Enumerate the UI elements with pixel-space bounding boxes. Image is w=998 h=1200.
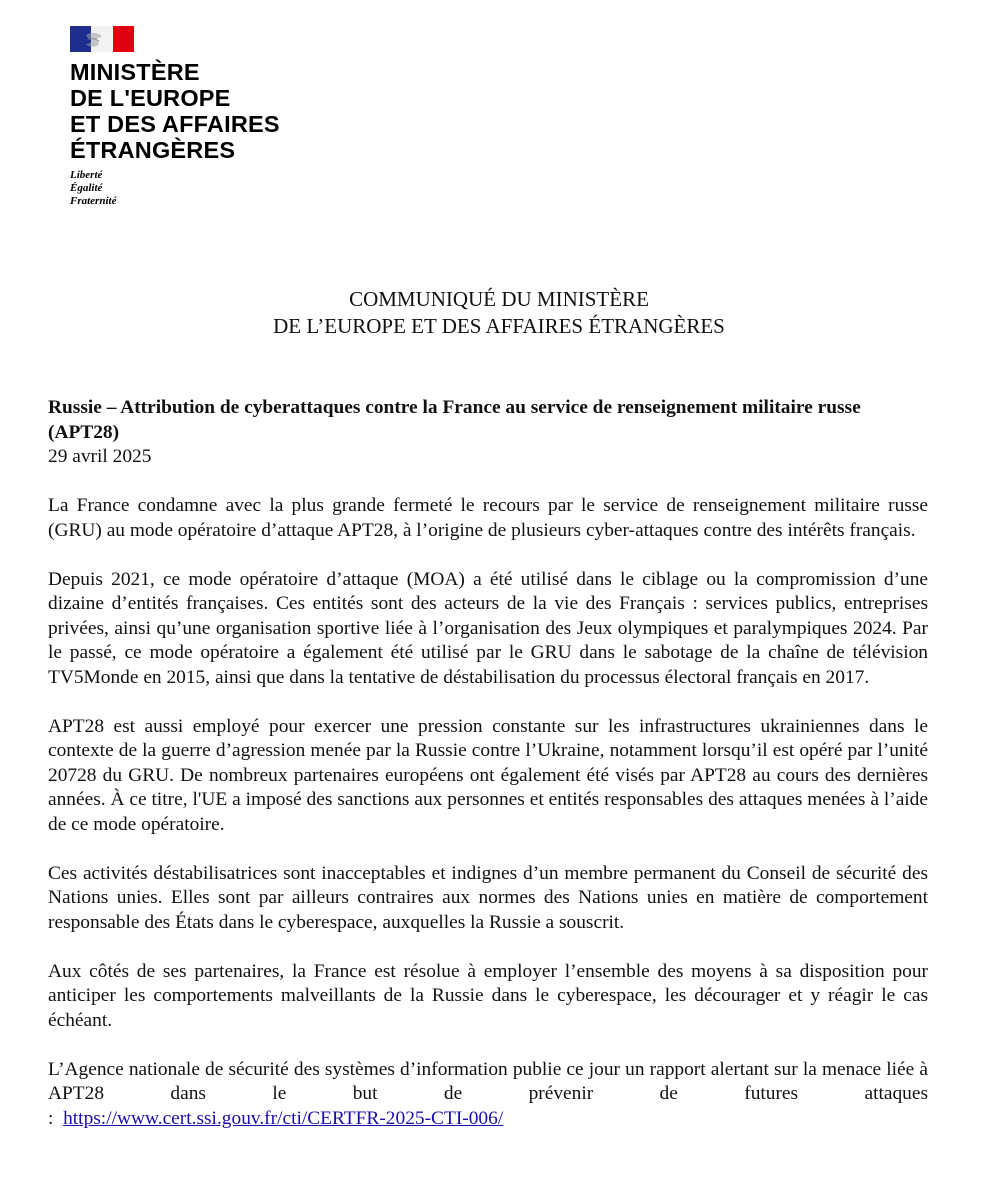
paragraph-anssi-report bbox=[48, 1058, 928, 1107]
republic-motto bbox=[70, 169, 330, 208]
ministry-logo bbox=[70, 26, 330, 208]
report-link-line bbox=[48, 1107, 928, 1132]
motto-liberte: Liberté bbox=[70, 169, 103, 181]
link-colon: : bbox=[48, 1107, 54, 1129]
ministry-name-line: ÉTRANGÈRES bbox=[70, 137, 236, 163]
publication-date: 29 avril 2025 bbox=[48, 446, 152, 467]
ministry-name-line: DE L'EUROPE bbox=[70, 85, 231, 111]
paragraph: Depuis 2021, ce mode opératoire d’attaque (MOA) a été utilisé dans le ciblage ou la compromission d’une dizaine d’entités françaises. Ces entités sont des acteurs de la vie des Français : services publics, entreprises privées, ainsi qu’une organisation sportive liée à l’organisation des Jeux olympiques et paralympiques 2024. Par le passé, ce mode opératoire a également été utilisé par le GRU dans le sabotage de la chaîne de télévision TV5Monde en 2015, ainsi que dans la tentative de déstabilisation du processus électoral français en 2017. bbox=[48, 568, 928, 688]
paragraph: La France condamne avec la plus grande fermeté le recours par le service de renseignement militaire russe (GRU) au mode opératoire d’attaque APT28, à l’origine de plusieurs cyber-attaques contre des intérêts français. bbox=[48, 495, 928, 541]
paragraph: APT28 est aussi employé pour exercer une pression constante sur les infrastructures ukrainiennes dans le contexte de la guerre d’agression menée par la Russie contre l’Ukraine, notamment lorsqu’il est opéré par l’unité 20728 du GRU. De nombreux partenaires européens ont également été visés par APT28 au cours des dernières années. À ce titre, l'UE a imposé des sanctions aux personnes et entités responsables des attaques menées à l’aide de ce mode opératoire. bbox=[48, 715, 928, 835]
ministry-name-line: ET DES AFFAIRES bbox=[70, 111, 280, 137]
ministry-name bbox=[70, 59, 330, 163]
headline: Russie – Attribution de cyberattaques contre la France au service de renseignement militaire russe (APT28) bbox=[48, 397, 861, 443]
communique-title-line-2: DE L’EUROPE ET DES AFFAIRES ÉTRANGÈRES bbox=[273, 314, 725, 338]
cert-report-link[interactable]: https://www.cert.ssi.gouv.fr/cti/CERTFR-2025-CTI-006/ bbox=[63, 1107, 504, 1129]
ministry-name-line: MINISTÈRE bbox=[70, 59, 200, 85]
communique-title-line-1: COMMUNIQUÉ DU MINISTÈRE bbox=[349, 287, 649, 311]
marianne-flag-icon bbox=[70, 26, 134, 52]
motto-egalite: Égalité bbox=[70, 182, 103, 194]
paragraph: Ces activités déstabilisatrices sont inacceptables et indignes d’un membre permanent du Conseil de sécurité des Nations unies. Elles sont par ailleurs contraires aux normes des Nations unies en matière de comportement responsable des États dans le cyberespace, auxquelles la Russie a souscrit. bbox=[48, 862, 928, 933]
motto-fraternite: Fraternité bbox=[70, 195, 117, 207]
anssi-report-text: L’Agence nationale de sécurité des systèmes d’information publie ce jour un rapport alertant sur la menace liée à APT28 dans le but de prévenir de futures attaques bbox=[48, 1058, 928, 1104]
paragraph: Aux côtés de ses partenaires, la France est résolue à employer l’ensemble des moyens à sa disposition pour anticiper les comportements malveillants de la Russie dans le cyberespace, les décourager et y réagir le cas échéant. bbox=[48, 960, 928, 1031]
press-release-body bbox=[48, 396, 928, 1131]
communique-title bbox=[0, 286, 998, 340]
